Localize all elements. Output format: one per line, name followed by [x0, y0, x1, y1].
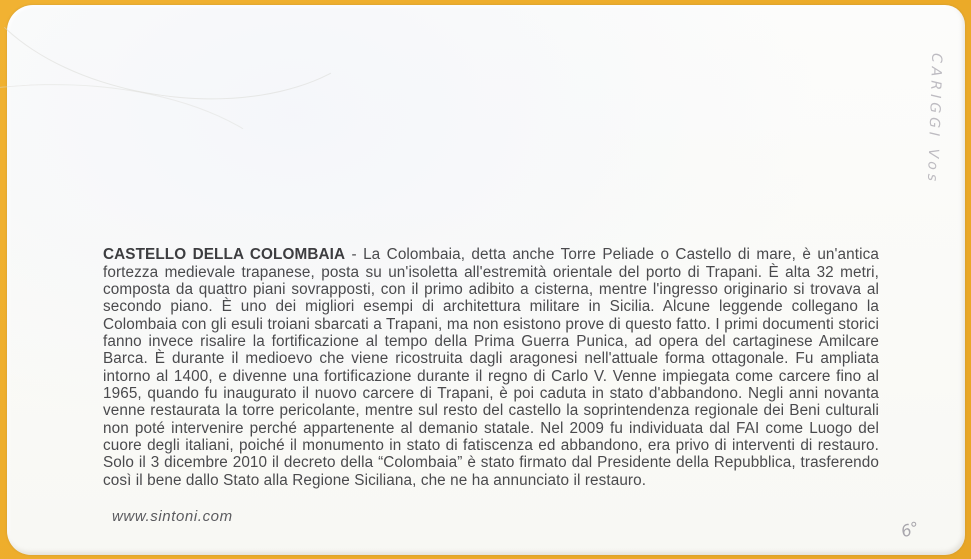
- website-url: www.sintoni.com: [112, 508, 233, 525]
- envelope-back: [7, 5, 965, 555]
- article-paragraph: [103, 246, 879, 489]
- article-body-text: La Colombaia, detta anche Torre Peliade o Castello di mare, è un'antica fortezza medievale trapanese, posta su un'isoletta all'estremità orientale del porto di Trapani. È alta 32 metri, composta da quattro piani sovrapposti, con il primo adibito a cisterna, mentre l'ingresso originario si trovava al secondo piano. È uno dei migliori esempi di architettura militare in Sicilia. Alcune leggende collegano la Colombaia con gli esuli troiani sbarcati a Trapani, ma non esistono prove di questo fatto. I primi documenti storici fanno invece risalire la fortificazione al tempo della Prima Guerra Punica, ad opera del cartaginese Amilcare Barca. È durante il medioevo che viene ricostruita dagli aragonesi nell'attuale forma ottagonale. Fu ampliata intorno al 1400, e divenne una fortificazione durante il regno di Carlo V. Venne impiegata come carcere fino al 1965, quando fu inaugurato il nuovo carcere di Trapani, è poi caduta in stato d'abbandono. Negli anni novanta venne restaurata la torre pericolante, mentre sul resto del castello la soprintendenza regionale dei Beni culturali non poté intervenire perché appartenente al demanio statale. Nel 2009 fu individuata dal FAI come Luogo del cuore degli italiani, poiché il monumento in stato di fatiscenza ed abbandono, era privo di interventi di restauro. Solo il 3 dicembre 2010 il decreto della “Colombaia” è stato firmato dal Presidente della Repubblica, trasferendo così il bene dallo Stato alla Regione Siciliana, che ne ha annunciato il restauro.: [103, 246, 879, 489]
- title-separator: -: [345, 246, 364, 264]
- handwritten-pencil-annotation: CARIGGI Vos: [923, 52, 945, 186]
- pencil-mark: 6°: [898, 517, 922, 542]
- article-title: CASTELLO DELLA COLOMBAIA: [103, 246, 346, 264]
